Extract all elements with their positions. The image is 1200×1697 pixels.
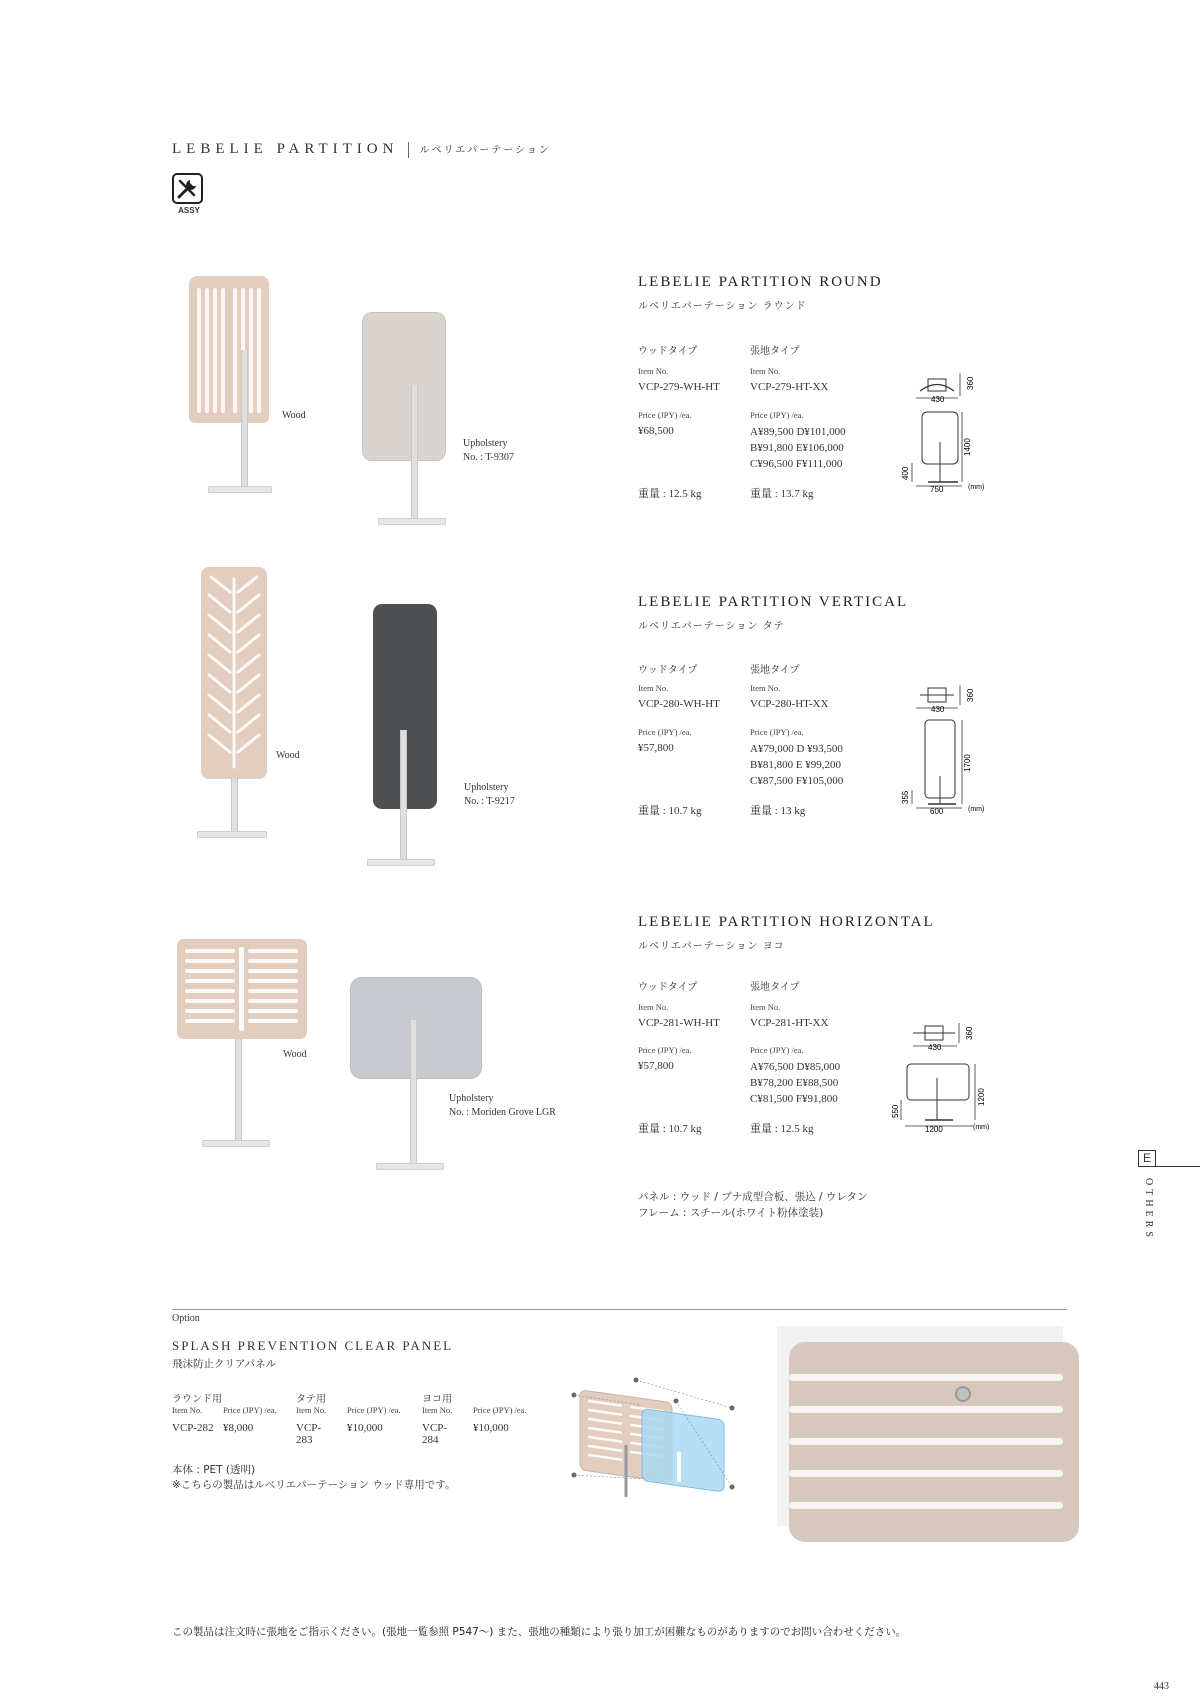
material-frame: フレーム : スチール(ホワイト粉体塗装) bbox=[638, 1207, 824, 1219]
pole bbox=[231, 778, 238, 833]
section-tab-line bbox=[1156, 1166, 1200, 1167]
dim-width: 750 bbox=[930, 485, 944, 494]
assy-label: ASSY bbox=[178, 206, 200, 215]
pole bbox=[410, 1020, 417, 1165]
option-item-name: ヨコ用 bbox=[422, 1394, 452, 1405]
price-label: Price (JPY) /ea. bbox=[223, 1405, 277, 1415]
upholstery-prices bbox=[750, 1059, 840, 1107]
photo-slat bbox=[789, 1438, 1063, 1445]
option-note: ※こちらの製品はルベリエパーテーション ウッド専用です。 bbox=[172, 1479, 456, 1491]
upholstery-label-2: No. : T-9217 bbox=[464, 796, 515, 807]
item-no-label: Item No. bbox=[172, 1405, 203, 1415]
upholstery-panel bbox=[362, 312, 446, 461]
item-no-label: Item No. bbox=[638, 366, 669, 376]
wood-panel bbox=[189, 276, 269, 423]
upholstery-item-no: VCP-280-HT-XX bbox=[750, 698, 829, 710]
dim-width: 1200 bbox=[925, 1125, 943, 1134]
base bbox=[197, 831, 267, 838]
option-item-price: ¥10,000 bbox=[347, 1422, 383, 1434]
wood-type-label: ウッドタイプ bbox=[638, 665, 698, 676]
price-label: Price (JPY) /ea. bbox=[750, 1045, 804, 1055]
base bbox=[208, 486, 272, 493]
option-item-no: VCP-284 bbox=[422, 1422, 448, 1446]
price-label: Price (JPY) /ea. bbox=[347, 1405, 401, 1415]
item-no-label: Item No. bbox=[638, 1002, 669, 1012]
item-no-label: Item No. bbox=[422, 1405, 453, 1415]
item-no-label: Item No. bbox=[638, 683, 669, 693]
section-tab-letter: E bbox=[1138, 1150, 1156, 1167]
base bbox=[202, 1140, 270, 1147]
option-label: Option bbox=[172, 1313, 200, 1324]
pole bbox=[235, 1039, 242, 1142]
upholstery-prices bbox=[750, 741, 843, 789]
wood-panel bbox=[201, 567, 267, 779]
base bbox=[378, 518, 446, 525]
base bbox=[367, 859, 435, 866]
materials bbox=[638, 1189, 868, 1221]
price-row: C¥87,500 F¥105,000 bbox=[750, 775, 844, 787]
upholstery-weight: 重量 : 12.5 kg bbox=[750, 1123, 814, 1135]
price-row: B¥91,800 E¥106,000 bbox=[750, 442, 844, 454]
price-row: B¥81,800 E ¥99,200 bbox=[750, 759, 842, 771]
item-no-label: Item No. bbox=[296, 1405, 327, 1415]
price-label: Price (JPY) /ea. bbox=[638, 727, 692, 737]
dim-depth: 430 bbox=[931, 705, 945, 714]
wood-price: ¥68,500 bbox=[638, 425, 674, 437]
upholstery-label-1: Upholstery bbox=[463, 438, 508, 449]
option-item-price: ¥10,000 bbox=[473, 1422, 509, 1434]
upholstery-label-2: No. : Moriden Grove LGR bbox=[449, 1107, 556, 1118]
wood-panel bbox=[177, 939, 307, 1039]
pole bbox=[411, 385, 418, 520]
price-label: Price (JPY) /ea. bbox=[473, 1405, 527, 1415]
round-wood-label: Wood bbox=[282, 410, 306, 421]
item-no-label: Item No. bbox=[750, 366, 781, 376]
dim-height: 1200 bbox=[977, 1088, 986, 1106]
product-subtitle: ルベリエパーテーション ラウンド bbox=[638, 301, 807, 312]
pole bbox=[241, 350, 248, 488]
wood-item-no: VCP-280-WH-HT bbox=[638, 698, 720, 710]
photo-slat bbox=[789, 1470, 1063, 1477]
dim-depth: 430 bbox=[928, 1043, 942, 1052]
wood-weight: 重量 : 10.7 kg bbox=[638, 805, 702, 817]
dim-depth-h: 360 bbox=[966, 376, 975, 390]
upholstery-type-label: 張地タイプ bbox=[750, 982, 800, 993]
vertical-upholstery-label bbox=[464, 781, 515, 809]
option-item-no: VCP-282 bbox=[172, 1422, 214, 1434]
product-title: LEBELIE PARTITION VERTICAL bbox=[638, 594, 909, 610]
dim-unit: (mm) bbox=[968, 806, 985, 813]
clear-panel-photo bbox=[777, 1326, 1063, 1526]
price-row: B¥78,200 E¥88,500 bbox=[750, 1077, 839, 1089]
vertical-dimension-drawing bbox=[900, 680, 1010, 820]
option-item-round bbox=[172, 1390, 277, 1434]
dim-unit: (mm) bbox=[973, 1124, 990, 1131]
wood-item-no: VCP-281-WH-HT bbox=[638, 1017, 720, 1029]
wood-weight: 重量 : 12.5 kg bbox=[638, 488, 702, 500]
price-row: C¥81,500 F¥91,800 bbox=[750, 1093, 838, 1105]
price-label: Price (JPY) /ea. bbox=[638, 1045, 692, 1055]
price-label: Price (JPY) /ea. bbox=[638, 410, 692, 420]
photo-slat bbox=[789, 1502, 1063, 1509]
assy-icon bbox=[172, 173, 203, 204]
wood-price: ¥57,800 bbox=[638, 1060, 674, 1072]
price-label: Price (JPY) /ea. bbox=[750, 410, 804, 420]
dim-height: 1700 bbox=[963, 754, 972, 772]
wood-type-label: ウッドタイプ bbox=[638, 346, 698, 357]
photo-slat bbox=[789, 1374, 1063, 1381]
title-separator bbox=[408, 142, 409, 158]
wood-item-no: VCP-279-WH-HT bbox=[638, 381, 720, 393]
dim-width: 600 bbox=[930, 807, 944, 816]
round-dimension-drawing bbox=[900, 368, 1010, 498]
dim-unit: (mm) bbox=[968, 484, 985, 491]
upholstery-item-no: VCP-279-HT-XX bbox=[750, 381, 829, 393]
horizontal-upholstery-label bbox=[449, 1092, 556, 1120]
round-upholstery-label bbox=[463, 437, 514, 465]
option-subtitle: 飛沫防止クリアパネル bbox=[172, 1358, 277, 1370]
option-notes bbox=[172, 1463, 455, 1493]
dim-depth-h: 360 bbox=[965, 1026, 974, 1040]
wood-price: ¥57,800 bbox=[638, 742, 674, 754]
upholstery-weight: 重量 : 13 kg bbox=[750, 805, 806, 817]
wood-weight: 重量 : 10.7 kg bbox=[638, 1123, 702, 1135]
footer-note: この製品は注文時に張地をご指示ください。(張地一覧参照 P547〜) また、張地の種類により張り加工が困難なものがありますのでお問い合わせください。 bbox=[172, 1626, 907, 1638]
price-row: A¥89,500 D¥101,000 bbox=[750, 426, 846, 438]
dim-inner: 355 bbox=[901, 790, 910, 804]
option-item-horizontal bbox=[422, 1390, 527, 1446]
upholstery-prices bbox=[750, 424, 846, 472]
series-title-en: LEBELIE PARTITION bbox=[172, 141, 399, 157]
product-title: LEBELIE PARTITION ROUND bbox=[638, 274, 883, 290]
wood-type-label: ウッドタイプ bbox=[638, 982, 698, 993]
upholstery-label-1: Upholstery bbox=[449, 1093, 494, 1104]
upholstery-label-2: No. : T-9307 bbox=[463, 452, 514, 463]
item-no-label: Item No. bbox=[750, 683, 781, 693]
option-material: 本体 : PET (透明) bbox=[172, 1464, 256, 1476]
option-item-name: タテ用 bbox=[296, 1394, 326, 1405]
material-panel: パネル : ウッド / ブナ成型合板、張込 / ウレタン bbox=[638, 1191, 868, 1203]
horizontal-wood-label: Wood bbox=[283, 1049, 307, 1060]
option-item-price: ¥8,000 bbox=[223, 1422, 254, 1434]
price-row: A¥76,500 D¥85,000 bbox=[750, 1061, 841, 1073]
upholstery-item-no: VCP-281-HT-XX bbox=[750, 1017, 829, 1029]
dim-inner: 400 bbox=[901, 466, 910, 480]
product-subtitle: ルベリエパーテーション ヨコ bbox=[638, 941, 785, 952]
series-title bbox=[172, 141, 551, 158]
option-title: SPLASH PREVENTION CLEAR PANEL bbox=[172, 1338, 454, 1353]
photo-fastener bbox=[955, 1386, 971, 1402]
product-subtitle: ルベリエパーテーション タテ bbox=[638, 621, 785, 632]
option-divider bbox=[172, 1309, 1067, 1310]
option-item-name: ラウンド用 bbox=[172, 1394, 222, 1405]
series-title-jp: ルベリエパーテーション bbox=[419, 145, 551, 156]
upholstery-type-label: 張地タイプ bbox=[750, 665, 800, 676]
price-label: Price (JPY) /ea. bbox=[750, 727, 804, 737]
product-title: LEBELIE PARTITION HORIZONTAL bbox=[638, 914, 935, 930]
photo-slat bbox=[789, 1406, 1063, 1413]
upholstery-type-label: 張地タイプ bbox=[750, 346, 800, 357]
upholstery-weight: 重量 : 13.7 kg bbox=[750, 488, 814, 500]
assy-badge bbox=[172, 173, 206, 219]
upholstery-label-1: Upholstery bbox=[464, 782, 509, 793]
vertical-wood-label: Wood bbox=[276, 750, 300, 761]
option-item-no: VCP-283 bbox=[296, 1422, 322, 1446]
dim-inner: 550 bbox=[891, 1104, 900, 1118]
dim-height: 1400 bbox=[963, 438, 972, 456]
section-tab-label: OTHERS bbox=[1143, 1178, 1154, 1241]
option-item-vertical bbox=[296, 1390, 401, 1446]
horizontal-dimension-drawing bbox=[893, 1018, 1003, 1138]
clear-panel-diagram bbox=[560, 1375, 745, 1500]
dim-depth: 430 bbox=[931, 395, 945, 404]
price-row: C¥96,500 F¥111,000 bbox=[750, 458, 843, 470]
base bbox=[376, 1163, 444, 1170]
pole bbox=[400, 730, 407, 860]
item-no-label: Item No. bbox=[750, 1002, 781, 1012]
page-number: 443 bbox=[1154, 1681, 1169, 1692]
dim-depth-h: 360 bbox=[966, 688, 975, 702]
price-row: A¥79,000 D ¥93,500 bbox=[750, 743, 843, 755]
